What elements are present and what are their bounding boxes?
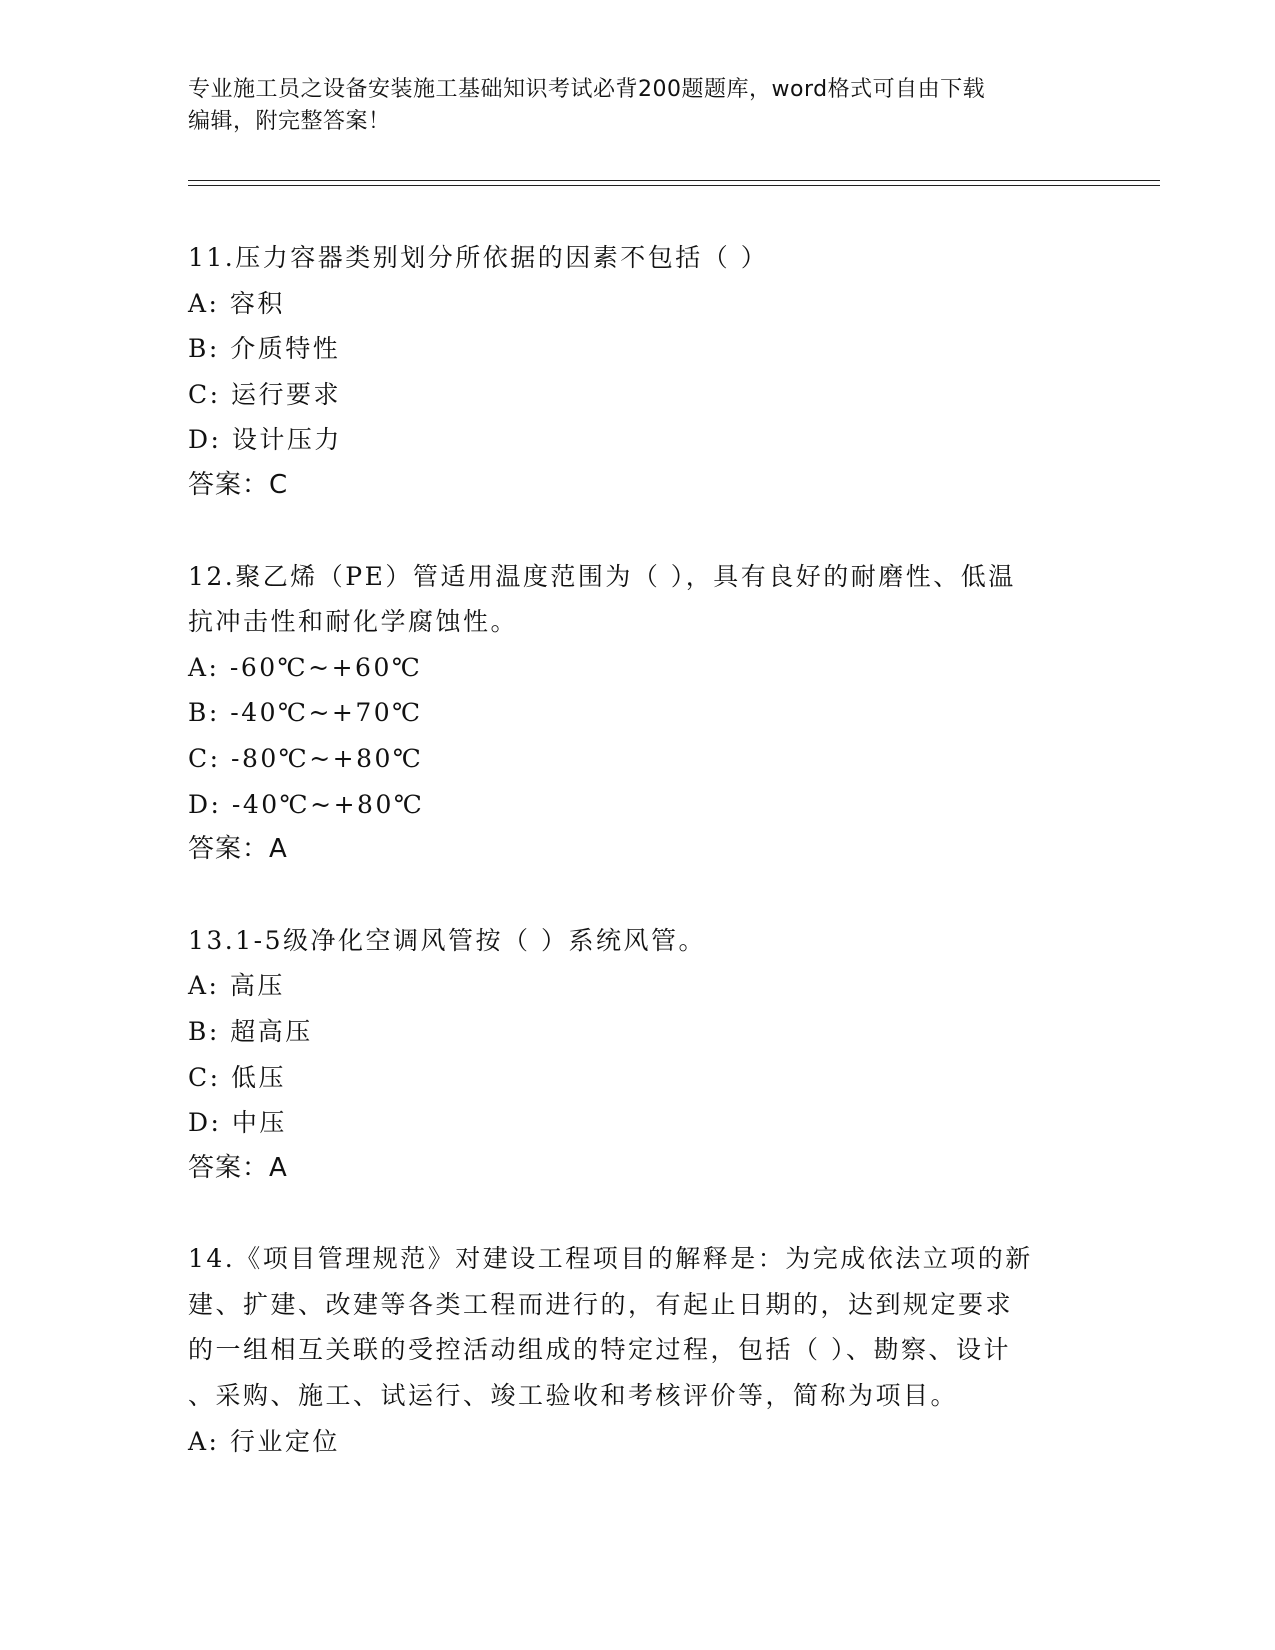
option-b: B: 介质特性	[188, 334, 341, 364]
question-11	[188, 235, 1088, 509]
option-d: D: 中压	[188, 1108, 287, 1138]
header-line-2: 编辑，附完整答案！	[188, 109, 391, 134]
question-14	[188, 1236, 1088, 1464]
option-a: A: 容积	[188, 288, 285, 318]
header-divider-bottom	[188, 185, 1160, 186]
option-d: D: -40℃~+80℃	[188, 789, 425, 819]
option-a: A: 高压	[188, 971, 285, 1001]
question-text: 14.《项目管理规范》对建设工程项目的解释是：为完成依法立项的新	[188, 1244, 1033, 1274]
option-b: B: -40℃~+70℃	[188, 698, 423, 728]
option-c: C: 低压	[188, 1062, 286, 1092]
option-a: A: 行业定位	[188, 1426, 340, 1456]
answer-line: 答案：C	[188, 469, 289, 500]
header-divider-top	[188, 180, 1160, 181]
header-line-1: 专业施工员之设备安装施工基础知识考试必背200题题库，word格式可自由下载	[188, 77, 986, 102]
option-c: C: 运行要求	[188, 379, 341, 409]
question-text-continued: 的一组相互关联的受控活动组成的特定过程，包括（ ）、勘察、设计	[188, 1335, 1011, 1365]
answer-line: 答案：A	[188, 1152, 288, 1183]
question-text-continued: 、采购、施工、试运行、竣工验收和考核评价等，简称为项目。	[188, 1381, 959, 1411]
question-text: 12.聚乙烯（PE）管适用温度范围为（ ），具有良好的耐磨性、低温	[188, 561, 1016, 591]
question-12	[188, 554, 1088, 873]
question-13	[188, 918, 1088, 1192]
answer-line: 答案：A	[188, 834, 288, 865]
document-header	[188, 74, 1088, 138]
option-b: B: 超高压	[188, 1016, 313, 1046]
question-text: 11.压力容器类别划分所依据的因素不包括（ ）	[188, 243, 769, 272]
option-c: C: -80℃~+80℃	[188, 743, 424, 773]
question-text-continued: 建、扩建、改建等各类工程而进行的，有起止日期的，达到规定要求	[188, 1289, 1014, 1319]
question-list	[188, 235, 1088, 1509]
question-text: 13.1-5级净化空调风管按（ ）系统风管。	[188, 925, 706, 955]
option-a: A: -60℃~+60℃	[188, 652, 423, 682]
option-d: D: 设计压力	[188, 425, 342, 455]
question-text-continued: 抗冲击性和耐化学腐蚀性。	[188, 607, 519, 637]
